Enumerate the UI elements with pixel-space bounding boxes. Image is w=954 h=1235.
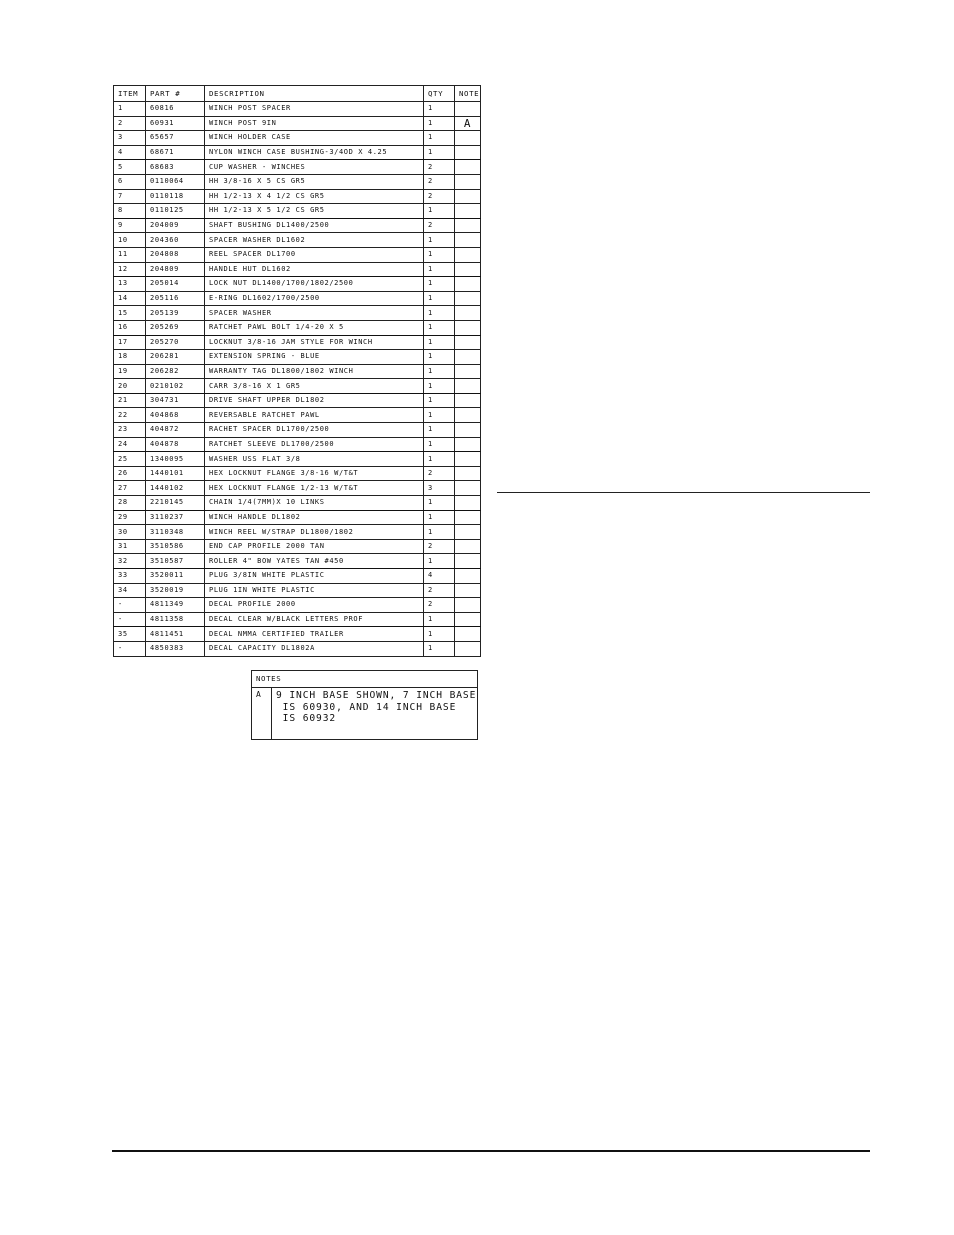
parts-table-header-row [114,86,481,102]
table-row [114,569,481,584]
cell-quantity: 1 [424,641,455,656]
cell-note [455,174,481,189]
table-row [114,466,481,481]
cell-description: DRIVE SHAFT UPPER DL1802 [205,393,424,408]
cell-quantity: 1 [424,437,455,452]
cell-quantity: 2 [424,218,455,233]
cell-note [455,102,481,117]
cell-description: LOCKNUT 3/8-16 JAM STYLE FOR WINCH [205,335,424,350]
cell-quantity: 1 [424,525,455,540]
cell-part-number: 1440101 [146,466,205,481]
cell-note [455,452,481,467]
cell-item-number: 15 [114,306,146,321]
cell-note [455,233,481,248]
cell-item-number: 6 [114,174,146,189]
column-header-part-number: PART # [146,86,205,102]
section-divider [497,492,870,493]
cell-note [455,393,481,408]
cell-item-number: 33 [114,569,146,584]
cell-part-number: 68671 [146,145,205,160]
cell-quantity: 2 [424,466,455,481]
cell-part-number: 204808 [146,247,205,262]
cell-quantity: 1 [424,335,455,350]
table-row [114,408,481,423]
cell-note [455,291,481,306]
parts-list-table [113,85,481,657]
cell-quantity: 1 [424,612,455,627]
cell-part-number: 0110118 [146,189,205,204]
cell-quantity: 1 [424,291,455,306]
cell-item-number: 7 [114,189,146,204]
cell-note [455,145,481,160]
cell-quantity: 2 [424,174,455,189]
cell-item-number: 25 [114,452,146,467]
column-header-item: ITEM [114,86,146,102]
cell-note [455,423,481,438]
cell-description: DECAL PROFILE 2000 [205,598,424,613]
cell-description: HH 1/2-13 X 5 1/2 CS GR5 [205,204,424,219]
cell-description: DECAL NMMA CERTIFIED TRAILER [205,627,424,642]
table-row [114,131,481,146]
table-row [114,452,481,467]
cell-note [455,160,481,175]
cell-item-number: 9 [114,218,146,233]
table-row [114,510,481,525]
cell-item-number: 17 [114,335,146,350]
cell-quantity: 1 [424,452,455,467]
cell-item-number: 18 [114,350,146,365]
cell-note [455,496,481,511]
cell-note [455,218,481,233]
table-row [114,262,481,277]
cell-quantity: 1 [424,423,455,438]
table-row [114,350,481,365]
table-row [114,496,481,511]
cell-item-number: 23 [114,423,146,438]
note-text: 9 INCH BASE SHOWN, 7 INCH BASE IS 60930, AND 14 INCH BASE IS 60932 [276,690,477,724]
cell-part-number: 205116 [146,291,205,306]
cell-note [455,247,481,262]
cell-part-number: 4850383 [146,641,205,656]
cell-note [455,204,481,219]
cell-part-number: 205269 [146,320,205,335]
cell-description: RATCHET PAWL BOLT 1/4-20 X 5 [205,320,424,335]
cell-note [455,437,481,452]
cell-description: E-RING DL1602/1700/2500 [205,291,424,306]
cell-quantity: 2 [424,598,455,613]
cell-description: EXTENSION SPRING - BLUE [205,350,424,365]
cell-part-number: 65657 [146,131,205,146]
cell-description: SPACER WASHER DL1602 [205,233,424,248]
cell-item-number: 21 [114,393,146,408]
cell-description: WINCH POST 9IN [205,116,424,131]
cell-part-number: 204809 [146,262,205,277]
cell-note [455,277,481,292]
notes-header: NOTES [252,671,477,688]
cell-item-number: 12 [114,262,146,277]
cell-part-number: 3110237 [146,510,205,525]
cell-part-number: 4811349 [146,598,205,613]
table-row [114,437,481,452]
cell-part-number: 0210102 [146,379,205,394]
cell-part-number: 204009 [146,218,205,233]
cell-quantity: 2 [424,539,455,554]
column-header-qty: QTY [424,86,455,102]
cell-note [455,262,481,277]
cell-quantity: 1 [424,306,455,321]
cell-item-number: 11 [114,247,146,262]
cell-part-number: 205139 [146,306,205,321]
cell-part-number: 1340095 [146,452,205,467]
cell-part-number: 3510587 [146,554,205,569]
cell-note [455,379,481,394]
table-row [114,379,481,394]
cell-note [455,335,481,350]
cell-quantity: 1 [424,496,455,511]
cell-note [455,364,481,379]
cell-item-number: 1 [114,102,146,117]
cell-note [455,554,481,569]
cell-note: A [455,116,481,131]
cell-quantity: 1 [424,393,455,408]
table-row [114,145,481,160]
cell-item-number: 26 [114,466,146,481]
parts-table-body [114,102,481,657]
cell-description: SPACER WASHER [205,306,424,321]
table-row [114,291,481,306]
cell-part-number: 1440102 [146,481,205,496]
cell-note [455,598,481,613]
cell-note [455,583,481,598]
cell-item-number: 32 [114,554,146,569]
table-row [114,218,481,233]
cell-quantity: 1 [424,247,455,262]
cell-quantity: 4 [424,569,455,584]
cell-description: CHAIN 1/4(7MM)X 10 LINKS [205,496,424,511]
cell-item-number: 24 [114,437,146,452]
cell-item-number: 29 [114,510,146,525]
cell-part-number: 205014 [146,277,205,292]
cell-description: HH 3/8-16 X 5 CS GR5 [205,174,424,189]
cell-part-number: 3520011 [146,569,205,584]
cell-item-number: 27 [114,481,146,496]
table-row [114,627,481,642]
cell-item-number: 5 [114,160,146,175]
cell-item-number: 3 [114,131,146,146]
cell-note [455,481,481,496]
table-row [114,233,481,248]
cell-part-number: 404872 [146,423,205,438]
cell-note [455,408,481,423]
cell-part-number: 68683 [146,160,205,175]
cell-quantity: 2 [424,160,455,175]
cell-quantity: 1 [424,116,455,131]
cell-note [455,539,481,554]
cell-quantity: 1 [424,379,455,394]
cell-note [455,641,481,656]
cell-item-number: 16 [114,320,146,335]
cell-part-number: 2210145 [146,496,205,511]
cell-part-number: 3510586 [146,539,205,554]
cell-item-number: - [114,612,146,627]
cell-description: WINCH HOLDER CASE [205,131,424,146]
cell-part-number: 206282 [146,364,205,379]
cell-quantity: 1 [424,131,455,146]
cell-description: ROLLER 4" BOW YATES TAN #450 [205,554,424,569]
cell-note [455,350,481,365]
table-row [114,525,481,540]
table-row [114,598,481,613]
cell-item-number: 35 [114,627,146,642]
cell-quantity: 1 [424,204,455,219]
cell-item-number: 2 [114,116,146,131]
cell-description: REVERSABLE RATCHET PAWL [205,408,424,423]
cell-part-number: 404868 [146,408,205,423]
table-row [114,641,481,656]
cell-description: DECAL CAPACITY DL1802A [205,641,424,656]
cell-description: WINCH HANDLE DL1802 [205,510,424,525]
notes-box [251,670,478,740]
table-row [114,364,481,379]
cell-item-number: 28 [114,496,146,511]
cell-description: HEX LOCKNUT FLANGE 1/2-13 W/T&T [205,481,424,496]
cell-part-number: 0110064 [146,174,205,189]
cell-item-number: 22 [114,408,146,423]
cell-quantity: 1 [424,277,455,292]
cell-description: CARR 3/8-16 X 1 GR5 [205,379,424,394]
cell-quantity: 1 [424,320,455,335]
cell-part-number: 3110348 [146,525,205,540]
cell-item-number: 4 [114,145,146,160]
table-row [114,481,481,496]
cell-part-number: 206281 [146,350,205,365]
cell-item-number: 20 [114,379,146,394]
table-row [114,393,481,408]
cell-description: SHAFT BUSHING DL1400/2500 [205,218,424,233]
table-row [114,320,481,335]
table-row [114,102,481,117]
column-header-description: DESCRIPTION [205,86,424,102]
cell-description: HANDLE HUT DL1602 [205,262,424,277]
cell-note [455,189,481,204]
cell-description: WINCH REEL W/STRAP DL1800/1802 [205,525,424,540]
cell-description: NYLON WINCH CASE BUSHING-3/4OD X 4.25 [205,145,424,160]
cell-quantity: 1 [424,233,455,248]
cell-part-number: 4811358 [146,612,205,627]
table-row [114,204,481,219]
cell-quantity: 1 [424,364,455,379]
cell-part-number: 204360 [146,233,205,248]
cell-part-number: 304731 [146,393,205,408]
cell-note [455,525,481,540]
cell-note [455,627,481,642]
cell-description: CUP WASHER - WINCHES [205,160,424,175]
cell-part-number: 60931 [146,116,205,131]
cell-description: HEX LOCKNUT FLANGE 3/8-16 W/T&T [205,466,424,481]
cell-description: RATCHET SLEEVE DL1700/2500 [205,437,424,452]
cell-description: HH 1/2-13 X 4 1/2 CS GR5 [205,189,424,204]
cell-part-number: 3520019 [146,583,205,598]
table-row [114,335,481,350]
table-row [114,306,481,321]
cell-item-number: 13 [114,277,146,292]
footer-rule [112,1150,870,1152]
cell-item-number: 31 [114,539,146,554]
table-row [114,583,481,598]
cell-description: DECAL CLEAR W/BLACK LETTERS PROF [205,612,424,627]
cell-description: REEL SPACER DL1700 [205,247,424,262]
cell-quantity: 1 [424,102,455,117]
cell-description: PLUG 1IN WHITE PLASTIC [205,583,424,598]
cell-part-number: 404878 [146,437,205,452]
cell-note [455,510,481,525]
cell-quantity: 1 [424,554,455,569]
cell-item-number: 10 [114,233,146,248]
table-row [114,247,481,262]
column-header-note: NOTE [455,86,481,102]
cell-note [455,320,481,335]
cell-quantity: 1 [424,145,455,160]
table-row [114,554,481,569]
cell-item-number: 34 [114,583,146,598]
cell-item-number: 14 [114,291,146,306]
cell-note [455,306,481,321]
cell-quantity: 1 [424,627,455,642]
table-row [114,189,481,204]
cell-item-number: - [114,598,146,613]
cell-part-number: 0110125 [146,204,205,219]
cell-note [455,466,481,481]
cell-quantity: 1 [424,408,455,423]
cell-part-number: 4811451 [146,627,205,642]
cell-quantity: 1 [424,350,455,365]
cell-part-number: 60816 [146,102,205,117]
cell-description: RACHET SPACER DL1700/2500 [205,423,424,438]
cell-note [455,131,481,146]
cell-description: WARRANTY TAG DL1800/1802 WINCH [205,364,424,379]
cell-quantity: 1 [424,510,455,525]
cell-item-number: 30 [114,525,146,540]
cell-quantity: 3 [424,481,455,496]
note-letter: A [252,687,272,739]
cell-description: PLUG 3/8IN WHITE PLASTIC [205,569,424,584]
cell-note [455,612,481,627]
table-row [114,423,481,438]
table-row [114,612,481,627]
cell-quantity: 2 [424,583,455,598]
cell-item-number: 19 [114,364,146,379]
cell-description: LOCK NUT DL1400/1700/1802/2500 [205,277,424,292]
cell-description: WINCH POST SPACER [205,102,424,117]
table-row [114,277,481,292]
cell-description: WASHER USS FLAT 3/8 [205,452,424,467]
cell-item-number: - [114,641,146,656]
table-row [114,539,481,554]
table-row [114,174,481,189]
cell-note [455,569,481,584]
cell-item-number: 8 [114,204,146,219]
cell-quantity: 2 [424,189,455,204]
table-row [114,160,481,175]
cell-part-number: 205270 [146,335,205,350]
cell-quantity: 1 [424,262,455,277]
table-row [114,116,481,131]
cell-description: END CAP PROFILE 2000 TAN [205,539,424,554]
